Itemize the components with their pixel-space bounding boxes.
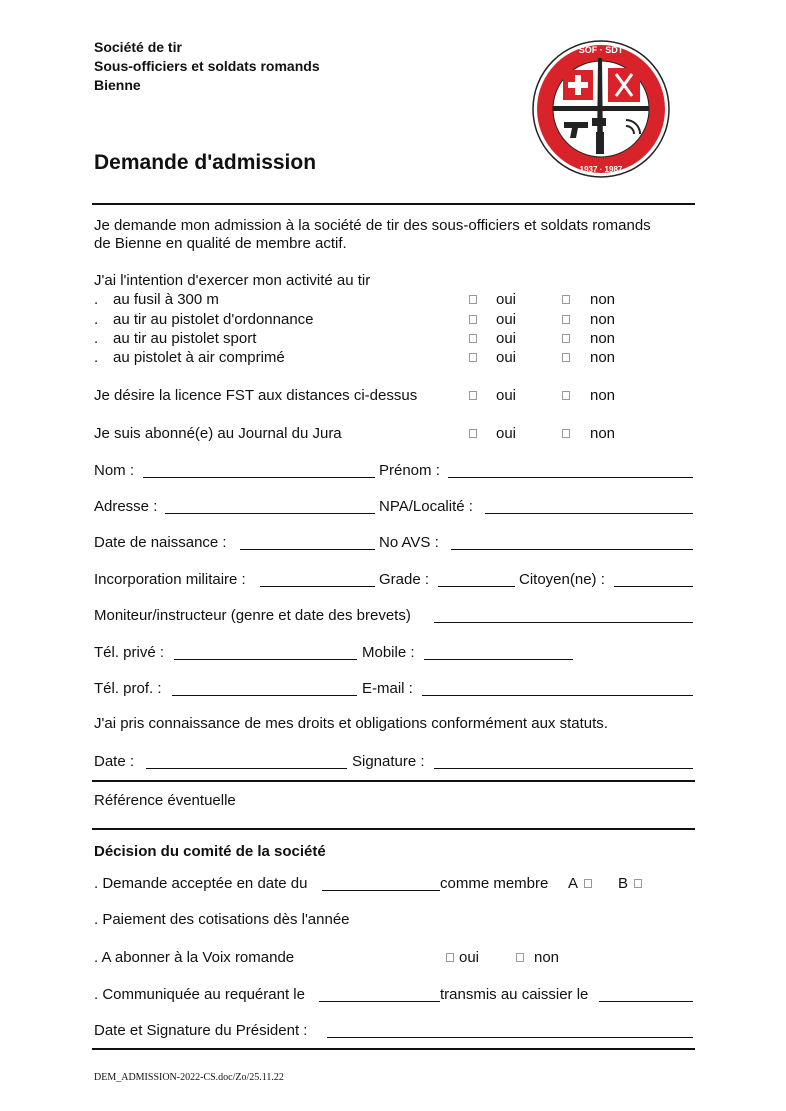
intro-line1: Je demande mon admission à la société de tir des sous-officiers et soldats romands [94,217,651,234]
acknowledgement: J'ai pris connaissance de mes droits et obligations conformément aux statuts. [94,715,608,732]
no-label: non [590,387,616,404]
checkbox-member-b[interactable] [634,879,642,888]
accepted-date-field[interactable] [322,876,440,891]
org-name-line3: Bienne [94,77,141,93]
no-label: non [590,425,616,442]
checkbox-subscribe-yes[interactable] [446,953,454,962]
committee-heading: Décision du comité de la société [94,843,326,860]
citoyen-field[interactable] [614,572,693,587]
grade-field[interactable] [438,572,515,587]
licence-question: Je désire la licence FST aux distances ci-dessus [94,387,418,404]
nom-label: Nom : [94,462,135,479]
checkbox-air-pistol-no[interactable] [562,353,570,362]
avs-label: No AVS : [379,534,439,551]
section-divider [92,780,695,782]
yes-label: oui [496,349,517,366]
org-name-line2: Sous-officiers et soldats romands [94,58,320,74]
no-label: non [590,349,616,366]
naissance-label: Date de naissance : [94,534,227,551]
mobile-label: Mobile : [362,644,415,661]
signature-label: Signature : [352,753,425,770]
yes-label: oui [496,387,517,404]
no-label: non [590,291,616,308]
checkbox-rifle-yes[interactable] [469,295,477,304]
yes-label: oui [496,330,517,347]
incorporation-label: Incorporation militaire : [94,571,246,588]
option-a-label: A [568,875,579,892]
activity-rifle: au fusil à 300 m [113,291,219,308]
journal-question: Je suis abonné(e) au Journal du Jura [94,425,342,442]
citoyen-label: Citoyen(ne) : [519,571,605,588]
activities-heading: J'ai l'intention d'exercer mon activité au tir [94,272,371,289]
checkbox-sport-pistol-no[interactable] [562,334,570,343]
tel-prof-field[interactable] [172,681,357,696]
activity-service-pistol: au tir au pistolet d'ordonnance [113,311,314,328]
no-label: non [590,330,616,347]
transmitted-date-field[interactable] [599,987,693,1002]
yes-label: oui [496,291,517,308]
transmitted-label: transmis au caissier le [440,986,589,1003]
communicated-label: . Communiquée au requérant le [94,986,305,1003]
prenom-label: Prénom : [379,462,440,479]
bullet: . [94,349,99,366]
checkbox-sport-pistol-yes[interactable] [469,334,477,343]
adresse-field[interactable] [165,499,375,514]
yes-label: oui [496,311,517,328]
email-field[interactable] [422,681,693,696]
checkbox-subscribe-no[interactable] [516,953,524,962]
bullet: . [94,330,99,347]
president-signature-field[interactable] [327,1023,693,1038]
bullet: . [94,311,99,328]
yes-label: oui [496,425,517,442]
checkbox-journal-no[interactable] [562,429,570,438]
page-title: Demande d'admission [94,151,317,174]
no-label: non [590,311,616,328]
checkbox-member-a[interactable] [584,879,592,888]
no-label: non [534,949,560,966]
checkbox-rifle-no[interactable] [562,295,570,304]
member-label: comme membre [440,875,549,892]
subscribe-label: . A abonner à la Voix romande [94,949,295,966]
naissance-field[interactable] [240,535,375,550]
intro-line2: de Bienne en qualité de membre actif. [94,235,347,252]
svg-text:SOF · SDT: SOF · SDT [578,45,624,55]
mobile-field[interactable] [424,645,573,660]
adresse-label: Adresse : [94,498,158,515]
checkbox-licence-yes[interactable] [469,391,477,400]
moniteur-label: Moniteur/instructeur (genre et date des brevets) [94,607,411,624]
org-name-line1: Société de tir [94,39,182,55]
section-divider [92,203,695,205]
society-logo [530,40,672,178]
email-label: E-mail : [362,680,413,697]
avs-field[interactable] [451,535,693,550]
tel-prof-label: Tél. prof. : [94,680,162,697]
payment-label: . Paiement des cotisations dès l'année [94,911,350,928]
npa-field[interactable] [485,499,693,514]
footer-reference: DEM_ADMISSION-2022-CS.doc/Zo/25.11.22 [94,1072,284,1083]
grade-label: Grade : [379,571,430,588]
checkbox-service-pistol-no[interactable] [562,315,570,324]
section-divider [92,1048,695,1050]
communicated-date-field[interactable] [319,987,440,1002]
checkbox-service-pistol-yes[interactable] [469,315,477,324]
accepted-label: . Demande acceptée en date du [94,875,308,892]
checkbox-journal-yes[interactable] [469,429,477,438]
checkbox-licence-no[interactable] [562,391,570,400]
date-field[interactable] [146,754,347,769]
option-b-label: B [618,875,629,892]
incorporation-field[interactable] [260,572,375,587]
prenom-field[interactable] [448,463,693,478]
tel-prive-label: Tél. privé : [94,644,165,661]
signature-field[interactable] [434,754,693,769]
checkbox-air-pistol-yes[interactable] [469,353,477,362]
moniteur-field[interactable] [434,608,693,623]
activity-air-pistol: au pistolet à air comprimé [113,349,285,366]
tel-prive-field[interactable] [174,645,357,660]
nom-field[interactable] [143,463,375,478]
svg-text:1937 · 1987: 1937 · 1987 [579,165,623,174]
activity-sport-pistol: au tir au pistolet sport [113,330,257,347]
date-label: Date : [94,753,135,770]
president-label: Date et Signature du Président : [94,1022,308,1039]
bullet: . [94,291,99,308]
section-divider [92,828,695,830]
reference-label: Référence éventuelle [94,792,236,809]
npa-label: NPA/Localité : [379,498,473,515]
yes-label: oui [459,949,480,966]
